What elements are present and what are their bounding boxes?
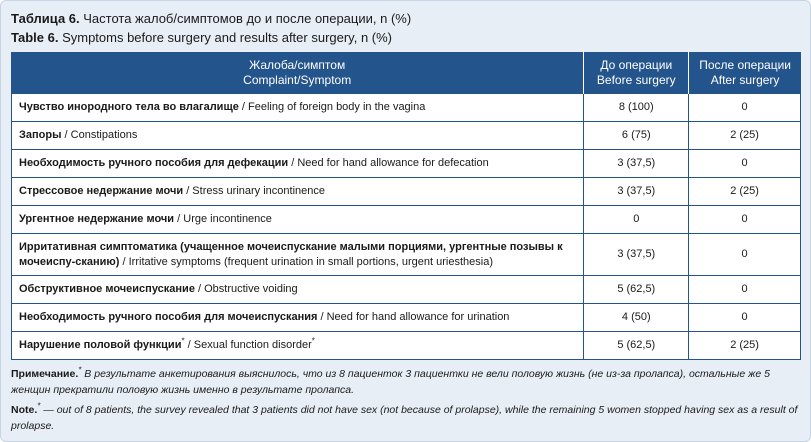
symptom-ru: Ургентное недержание мочи [19, 213, 175, 225]
note-ru-text: В результате анкетирования выяснилось, что из 8 пациенток 3 пациентки не вели половую жизнь (не из-за пролапса), остальные же 5 женщин прекратили половую жизнь именно в результате пролапса. [11, 368, 770, 396]
before-cell: 8 (100) [583, 94, 688, 122]
before-cell: 0 [583, 206, 688, 234]
data-table [11, 52, 801, 360]
before-cell: 6 (75) [583, 122, 688, 150]
header-before-en: Before surgery [596, 73, 676, 87]
note-en-label: Note. [11, 404, 38, 416]
header-before [583, 52, 688, 94]
caption-en-text: Symptoms before surgery and results after surgery, n (%) [58, 30, 393, 45]
symptom-en: / Urge incontinence [174, 213, 272, 225]
symptom-ru: Нарушение половой функции [19, 339, 182, 351]
symptom-en: / Constipations [61, 129, 138, 141]
after-cell: 0 [688, 150, 801, 178]
symptom-cell [11, 304, 583, 332]
note-en-footnote-mark: * [37, 401, 41, 411]
symptom-cell [11, 276, 583, 304]
symptom-en: / Stress urinary incontinence [183, 185, 325, 197]
symptom-ru: Стрессовое недержание мочи [19, 185, 184, 197]
symptom-ru: Ирритативная симптоматика (учащенное мочеиспускание малыми порциями, ургентные позывы к мочеиспу-сканию) [19, 240, 563, 268]
symptom-ru: Необходимость ручного пособия для дефекации [19, 157, 289, 169]
caption-ru-text: Частота жалоб/симптомов до и после операции, n (%) [79, 11, 412, 26]
note-ru [11, 366, 801, 398]
symptom-en: / Need for hand allowance for defecation [288, 157, 489, 169]
symptom-cell [11, 122, 583, 150]
symptom-ru: Необходимость ручного пособия для мочеиспускания [19, 311, 318, 323]
after-cell: 0 [688, 304, 801, 332]
symptom-en: / Need for hand allowance for urination [317, 311, 510, 323]
note-ru-label: Примечание. [11, 368, 79, 380]
symptom-en: / Obstructive voiding [194, 283, 298, 295]
symptom-ru: Обструктивное мочеиспускание [19, 283, 195, 295]
symptom-cell [11, 150, 583, 178]
table-row [11, 178, 801, 206]
before-cell: 3 (37,5) [583, 234, 688, 276]
after-cell: 0 [688, 94, 801, 122]
caption-en-label: Table 6. [11, 30, 59, 45]
symptom-cell [11, 178, 583, 206]
after-cell: 2 (25) [688, 178, 801, 206]
header-before-ru: До операции [600, 58, 673, 72]
table-row [11, 234, 801, 276]
after-cell: 0 [688, 276, 801, 304]
table-row [11, 206, 801, 234]
header-complaint-en: Complaint/Symptom [243, 73, 352, 87]
symptom-ru-footnote-mark: * [181, 336, 185, 346]
after-cell: 2 (25) [688, 122, 801, 150]
caption-ru-label: Таблица 6. [11, 11, 80, 26]
caption-ru [11, 11, 411, 26]
note-en-text: — out of 8 patients, the survey revealed that 3 patients did not have sex (not because of prolapse), while the remaining 5 women stopped having sex as a result of prolapse. [11, 404, 798, 432]
symptom-cell [11, 234, 583, 276]
before-cell: 5 (62,5) [583, 332, 688, 360]
symptom-en: / Irritative symptoms (frequent urination in small portions, urgent uriesthesia) [119, 255, 493, 268]
before-cell: 3 (37,5) [583, 150, 688, 178]
header-complaint [11, 52, 583, 94]
table-row [11, 122, 801, 150]
symptom-ru: Запоры [19, 129, 62, 141]
note-ru-footnote-mark: * [78, 365, 82, 375]
header-after-ru: После операции [699, 58, 791, 72]
symptom-en: / Sexual function disorder [184, 339, 312, 351]
after-cell: 2 (25) [688, 332, 801, 360]
after-cell: 0 [688, 206, 801, 234]
table-row [11, 94, 801, 122]
symptom-en-footnote-mark: * [311, 336, 315, 346]
before-cell: 4 (50) [583, 304, 688, 332]
table-row [11, 304, 801, 332]
symptom-cell [11, 206, 583, 234]
note-en [11, 402, 801, 434]
before-cell: 3 (37,5) [583, 178, 688, 206]
header-row [11, 52, 801, 94]
header-complaint-ru: Жалоба/симптом [249, 58, 346, 72]
symptom-cell [11, 94, 583, 122]
after-cell: 0 [688, 234, 801, 276]
symptom-ru: Чувство инородного тела во влагалище [19, 101, 239, 113]
symptom-cell [11, 332, 583, 360]
table-row [11, 276, 801, 304]
table-row [11, 150, 801, 178]
header-after [688, 52, 801, 94]
before-cell: 5 (62,5) [583, 276, 688, 304]
caption-en [11, 30, 392, 45]
symptom-en: / Feeling of foreign body in the vagina [238, 101, 426, 113]
header-after-en: After surgery [710, 73, 780, 87]
table-row [11, 332, 801, 360]
